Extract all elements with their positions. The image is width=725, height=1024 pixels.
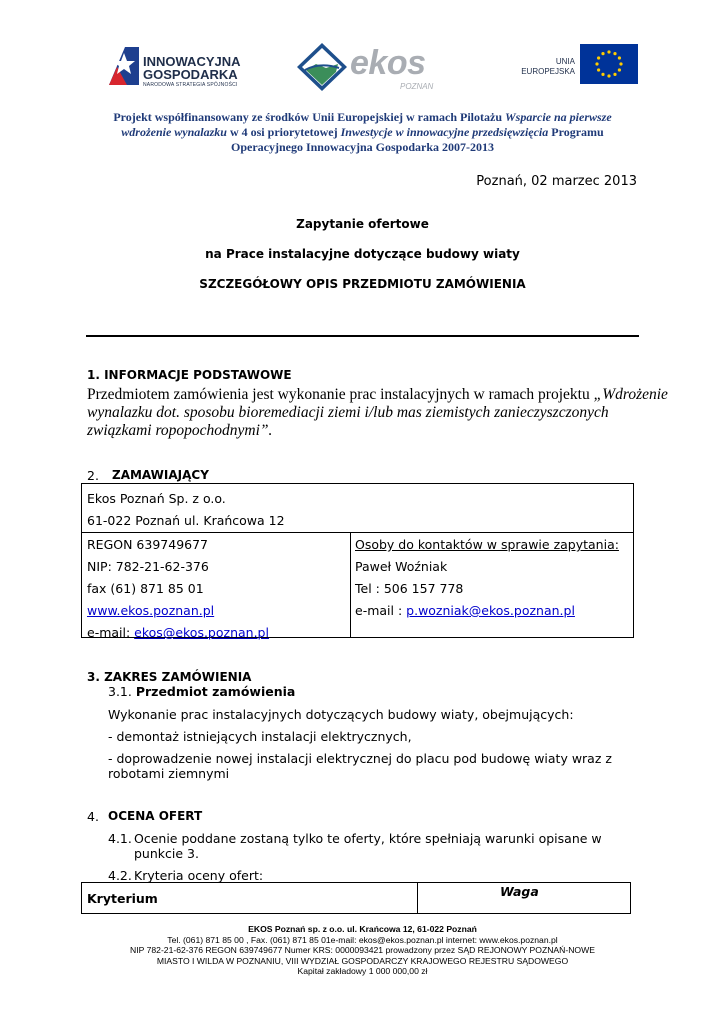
section4-num: 4. (87, 809, 99, 824)
title-opis: SZCZEGÓŁOWY OPIS PRZEDMIOTU ZAMÓWIENIA (199, 277, 526, 291)
ig-flag-icon (105, 45, 141, 87)
title-zapytanie: Zapytanie ofertowe (296, 217, 429, 231)
section3-intro: Wykonanie prac instalacyjnych dotyczących budowy wiaty, obejmujących: (108, 707, 574, 722)
ekos-city: POZNAN (400, 82, 434, 91)
eu-label (505, 57, 575, 77)
section1-text-a-italic: „Wdrożenie (593, 386, 668, 403)
section1-text-a: Przedmiotem zamówienia jest wykonanie prac instalacyjnych w ramach projektu (87, 386, 594, 403)
section2-heading: ZAMAWIAJĄCY (112, 468, 209, 482)
document-date: Poznań, 02 marzec 2013 (476, 174, 637, 189)
funding-p3: Operacyjnego Innowacyjna Gospodarka 2007-2013 (230, 140, 494, 154)
section3-heading: 3. ZAKRES ZAMÓWIENIA (87, 670, 252, 684)
weight-header: Waga (500, 884, 539, 899)
ekos-word: ekos (350, 44, 426, 82)
section1-text-b: wynalazku dot. sposobu bioremediacji ziemi i/lub mas ziemistych zanieczyszczonych (87, 404, 609, 421)
section4-heading: OCENA OFERT (108, 809, 203, 823)
ekos-logo (296, 42, 446, 92)
contact-tel: Tel : 506 157 778 (355, 581, 464, 596)
section3-1-num: 3.1. (108, 684, 132, 699)
contact-email-label: e-mail : (355, 603, 407, 618)
section2-num: 2. (87, 468, 99, 483)
section3-item2a: - doprowadzenie nowej instalacji elektrycznej do placu pod budowę wiaty wraz z (108, 751, 612, 766)
ekos-diamond-icon (296, 42, 348, 92)
company-email-link[interactable]: ekos@ekos.poznan.pl (134, 625, 269, 640)
criteria-header: Kryterium (87, 891, 158, 906)
eu-flag-icon (580, 44, 638, 84)
section1-text (87, 386, 668, 440)
section4-1-text-b: punkcie 3. (134, 846, 199, 861)
footer-line4: MIASTO I WILDA W POZNANIU, VIII WYDZIAŁ GOSPODARCZY KRAJOWEGO REJESTRU SĄDOWEGO (156, 955, 569, 966)
funding-p2-italic2: Inwestycje w innowacyjne przedsięwzięcia (340, 125, 549, 139)
eu-line1: UNIA (555, 57, 575, 66)
contact-name: Paweł Woźniak (355, 559, 448, 574)
company-nip: NIP: 782-21-62-376 (87, 559, 209, 574)
section3-1 (108, 684, 295, 699)
company-website-link[interactable]: www.ekos.poznan.pl (87, 603, 215, 618)
company-email-label: e-mail: (87, 625, 135, 640)
section3-item1: - demontaż istniejących instalacji elektrycznych, (108, 729, 412, 744)
funding-p2-italic: wdrożenie wynalazku (121, 125, 227, 139)
company-regon: REGON 639749677 (87, 537, 209, 552)
section4-1-text-a: Ocenie poddane zostaną tylko te oferty, które spełniają warunki opisane w (134, 831, 602, 846)
funding-p2-end: Programu (548, 125, 604, 139)
footer-line2: Tel. (061) 871 85 00 , Fax. (061) 871 85 01e-mail: ekos@ekos.poznan.pl internet: www.ekos.poznan.pl (167, 934, 558, 945)
section4-2-num: 4.2. (108, 868, 132, 883)
ig-sub: NARODOWA STRATEGIA SPÓJNOŚCI (143, 82, 238, 88)
company-address: 61-022 Poznań ul. Krańcowa 12 (87, 513, 285, 528)
title-divider (86, 335, 639, 337)
title-subject: na Prace instalacyjne dotyczące budowy wiaty (205, 247, 520, 261)
funding-p1-italic: Wsparcie na pierwsze (505, 110, 612, 124)
footer-line5: Kapitał zakładowy 1 000 000,00 zł (297, 966, 428, 976)
section1-text-c: związkami ropopochodnymi”. (87, 422, 273, 439)
footer-line1: EKOS Poznań sp. z o.o. ul. Krańcowa 12, 61-022 Poznań (248, 924, 477, 934)
section1-heading: 1. INFORMACJE PODSTAWOWE (87, 368, 292, 382)
company-fax: fax (61) 871 85 01 (87, 581, 204, 596)
section3-1-heading: Przedmiot zamówienia (135, 684, 296, 699)
footer-line3: NIP 782-21-62-376 REGON 639749677 Numer KRS: 0000093421 prowadzony przez SĄD REJONOWY POZNAŃ-NOWE (130, 945, 595, 955)
funding-p1: Projekt współfinansowany ze środków Unii Europejskiej w ramach Pilotażu (113, 110, 505, 124)
funding-note (0, 110, 725, 155)
section3-item2b: robotami ziemnymi (108, 766, 230, 781)
company-name: Ekos Poznań Sp. z o.o. (87, 491, 226, 506)
footer (0, 924, 725, 977)
eu-line2: EUROPEJSKA (521, 67, 575, 76)
contact-email-link[interactable]: p.wozniak@ekos.poznan.pl (406, 603, 575, 618)
section4-1-num: 4.1. (108, 831, 132, 846)
ig-line1: INNOWACYJNA (143, 54, 241, 69)
funding-p2: w 4 osi priorytetowej (226, 125, 341, 139)
contact-email (355, 603, 575, 618)
section4-2-text: Kryteria oceny ofert: (134, 868, 264, 883)
ig-line2: GOSPODARKA (143, 67, 238, 82)
company-email (87, 625, 269, 640)
contact-heading: Osoby do kontaktów w sprawie zapytania: (355, 537, 619, 552)
innowacyjna-gospodarka-logo (105, 45, 245, 90)
